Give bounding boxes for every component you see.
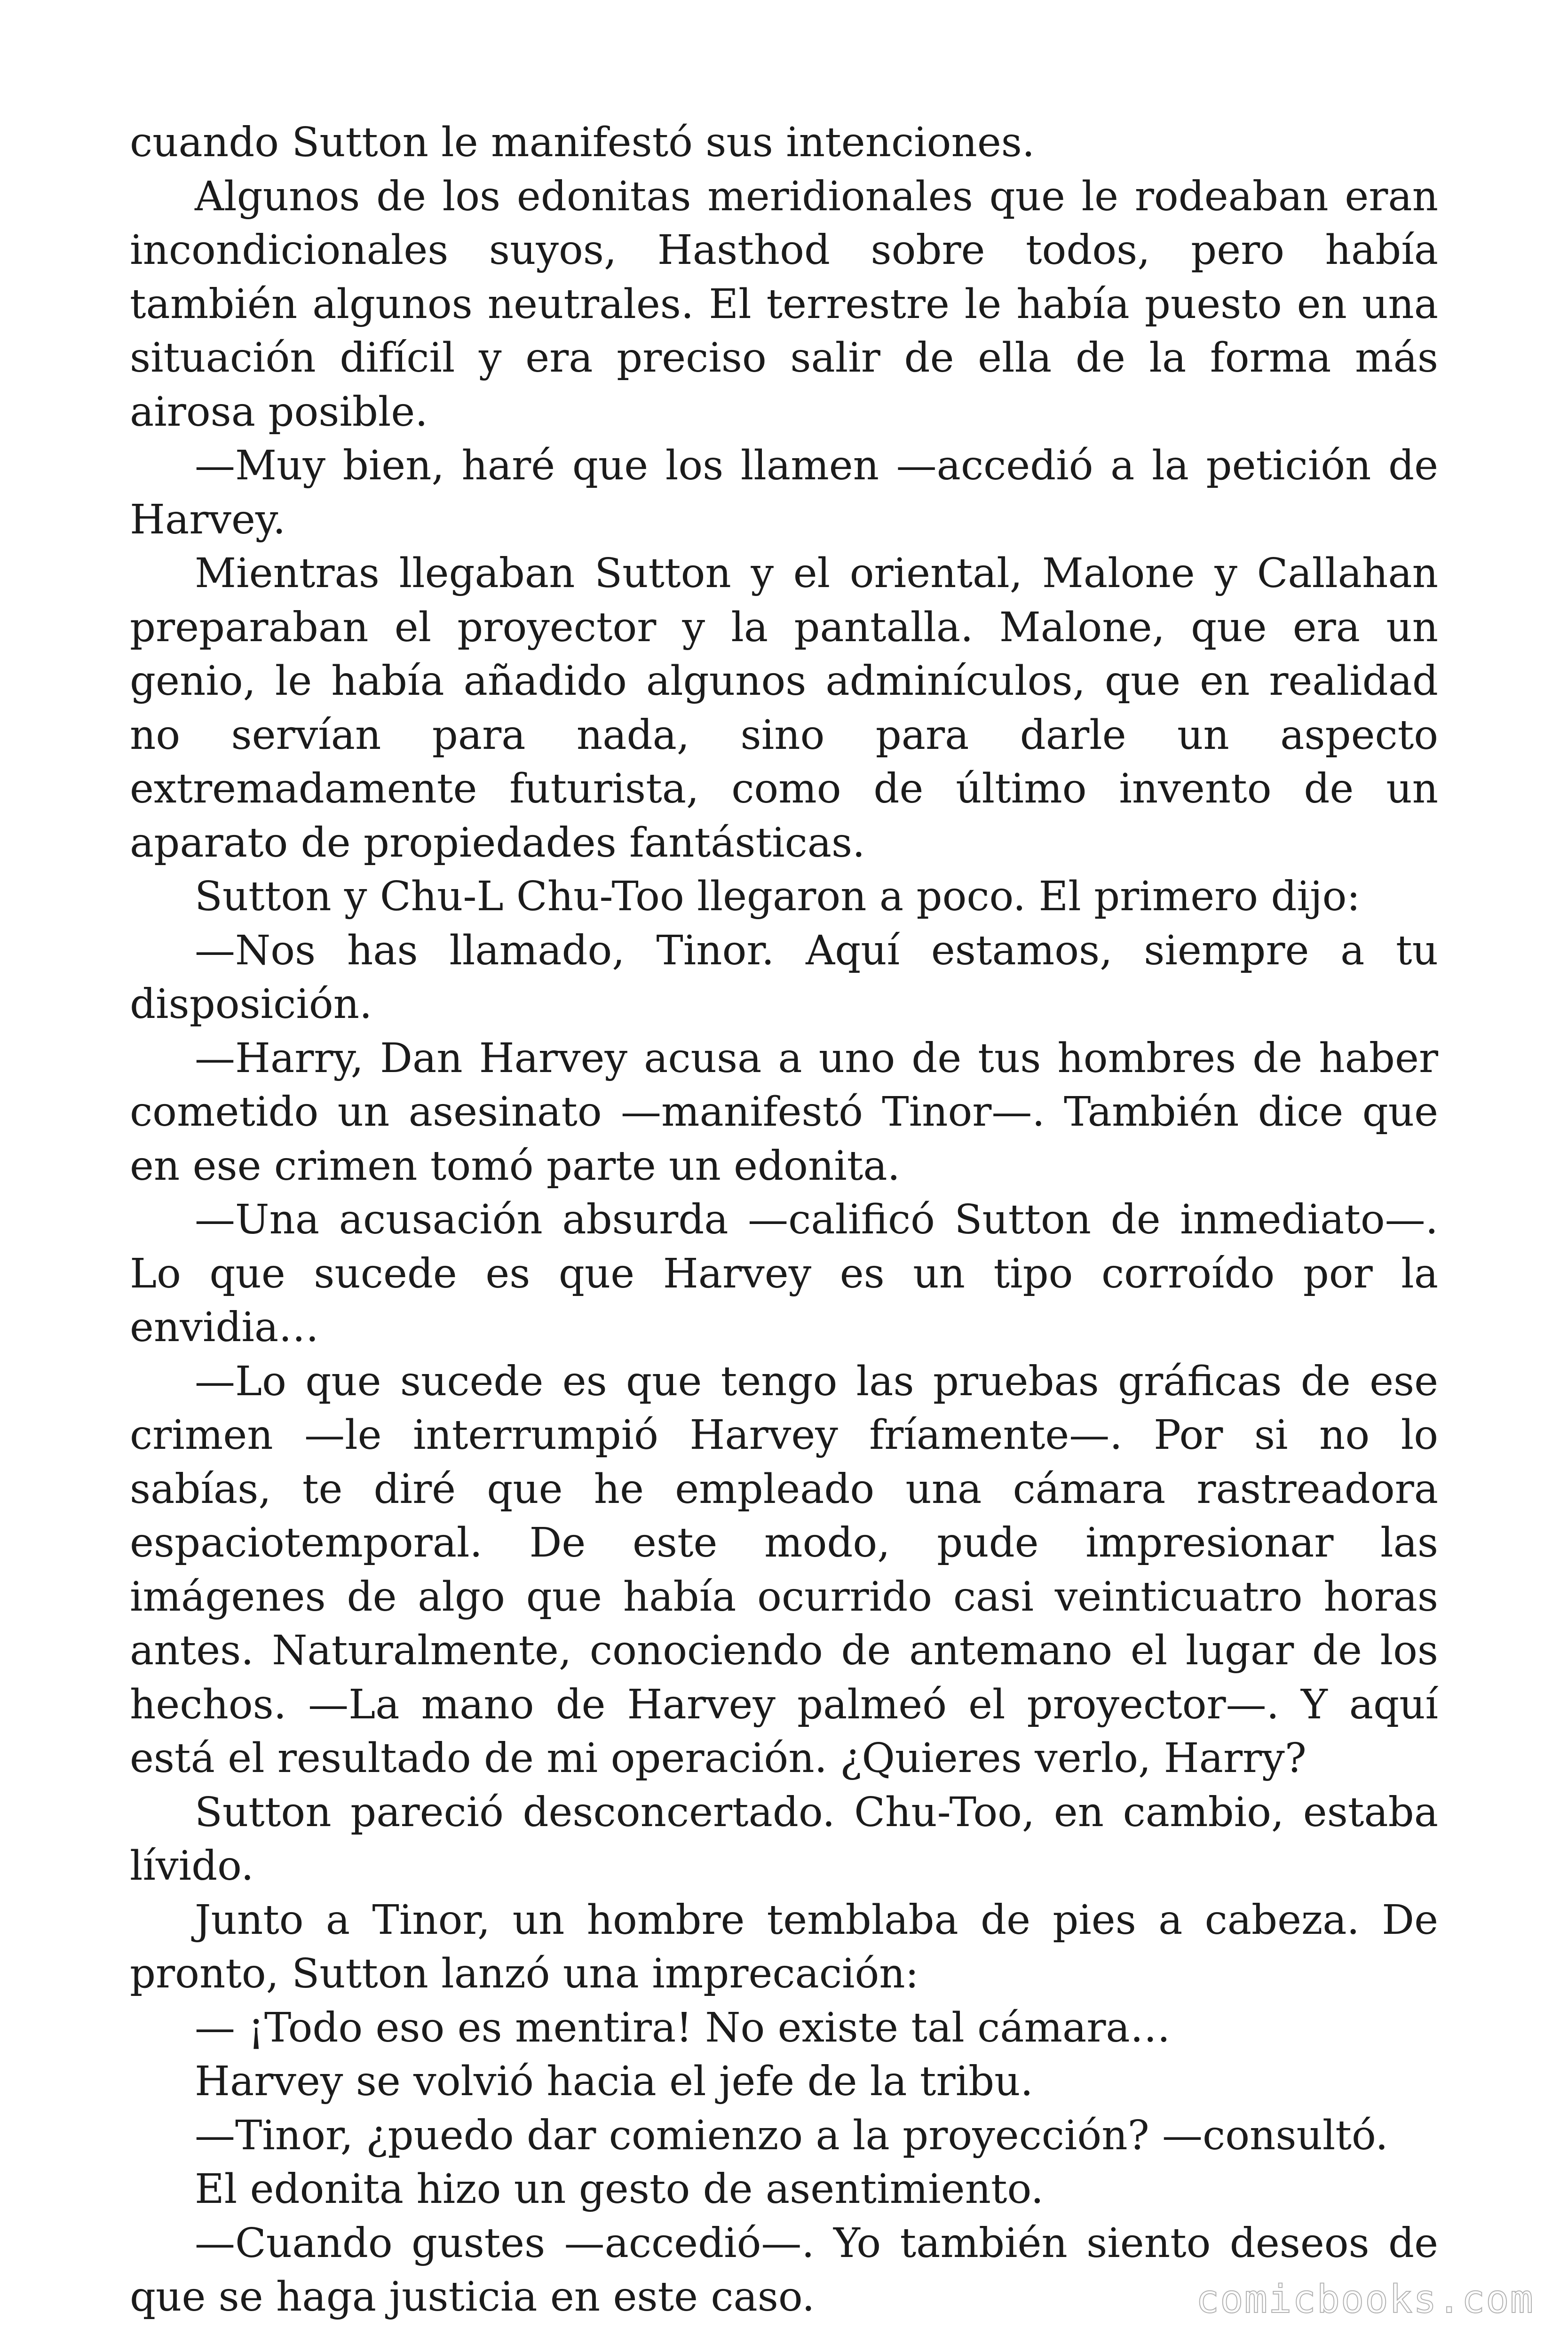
- paragraph: —Tinor, ¿puedo dar comienzo a la proyección? —consultó.: [195, 2112, 1388, 2159]
- paragraph: Mientras llegaban Sutton y el oriental, Malone y Callahan preparaban el proyector y la pantalla. Malone, que era un genio, le había añadido algunos adminículos, que en realidad no servían para nada, sino para darle un aspecto extremadamente futurista, como de último invento de un aparato de propiedades fantásticas.: [130, 550, 1438, 866]
- paragraph: Sutton pareció desconcertado. Chu-Too, en cambio, estaba lívido.: [130, 1788, 1438, 1890]
- paragraph: El edonita hizo un gesto de asentimiento.: [195, 2166, 1044, 2213]
- paragraph: —Harry, Dan Harvey acusa a uno de tus hombres de haber cometido un asesinato —manifestó Tinor—. También dice que en ese crimen tomó parte un edonita.: [130, 1034, 1438, 1190]
- paragraph: Harvey se volvió hacia el jefe de la tribu.: [195, 2058, 1033, 2105]
- paragraph: —Cuando gustes —accedió—. Yo también siento deseos de que se haga justicia en este caso.: [130, 2219, 1438, 2320]
- watermark: comicbooks.com: [1196, 2277, 1534, 2322]
- paragraph: Algunos de los edonitas meridionales que le rodeaban eran incondicionales suyos, Hasthod sobre todos, pero había también algunos neutrales. El terrestre le había puesto en una situación difícil y era preciso salir de ella de la forma más airosa posible.: [130, 173, 1438, 436]
- paragraph: Sutton y Chu-L Chu-Too llegaron a poco. El primero dijo:: [195, 873, 1361, 920]
- body-text: [130, 116, 1438, 2324]
- paragraph: —Una acusación absurda —calificó Sutton de inmediato—. Lo que sucede es que Harvey es un tipo corroído por la envidia…: [130, 1196, 1438, 1351]
- paragraph: — ¡Todo eso es mentira! No existe tal cámara…: [195, 2004, 1171, 2051]
- paragraph: —Nos has llamado, Tinor. Aquí estamos, siempre a tu disposición.: [130, 927, 1438, 1028]
- paragraph: Junto a Tinor, un hombre temblaba de pies a cabeza. De pronto, Sutton lanzó una imprecación:: [130, 1896, 1438, 1997]
- paragraph: —Lo que sucede es que tengo las pruebas gráficas de ese crimen —le interrumpió Harvey fríamente—. Por si no lo sabías, te diré que he empleado una cámara rastreadora espaciotemporal. De este modo, pude impresionar las imágenes de algo que había ocurrido casi veinticuatro horas antes. Naturalmente, conociendo de antemano el lugar de los hechos. —La mano de Harvey palmeó el proyector—. Y aquí está el resultado de mi operación. ¿Quieres verlo, Harry?: [130, 1358, 1438, 1782]
- paragraph: —Muy bien, haré que los llamen —accedió a la petición de Harvey.: [130, 442, 1438, 543]
- paragraph: cuando Sutton le manifestó sus intenciones.: [130, 119, 1035, 166]
